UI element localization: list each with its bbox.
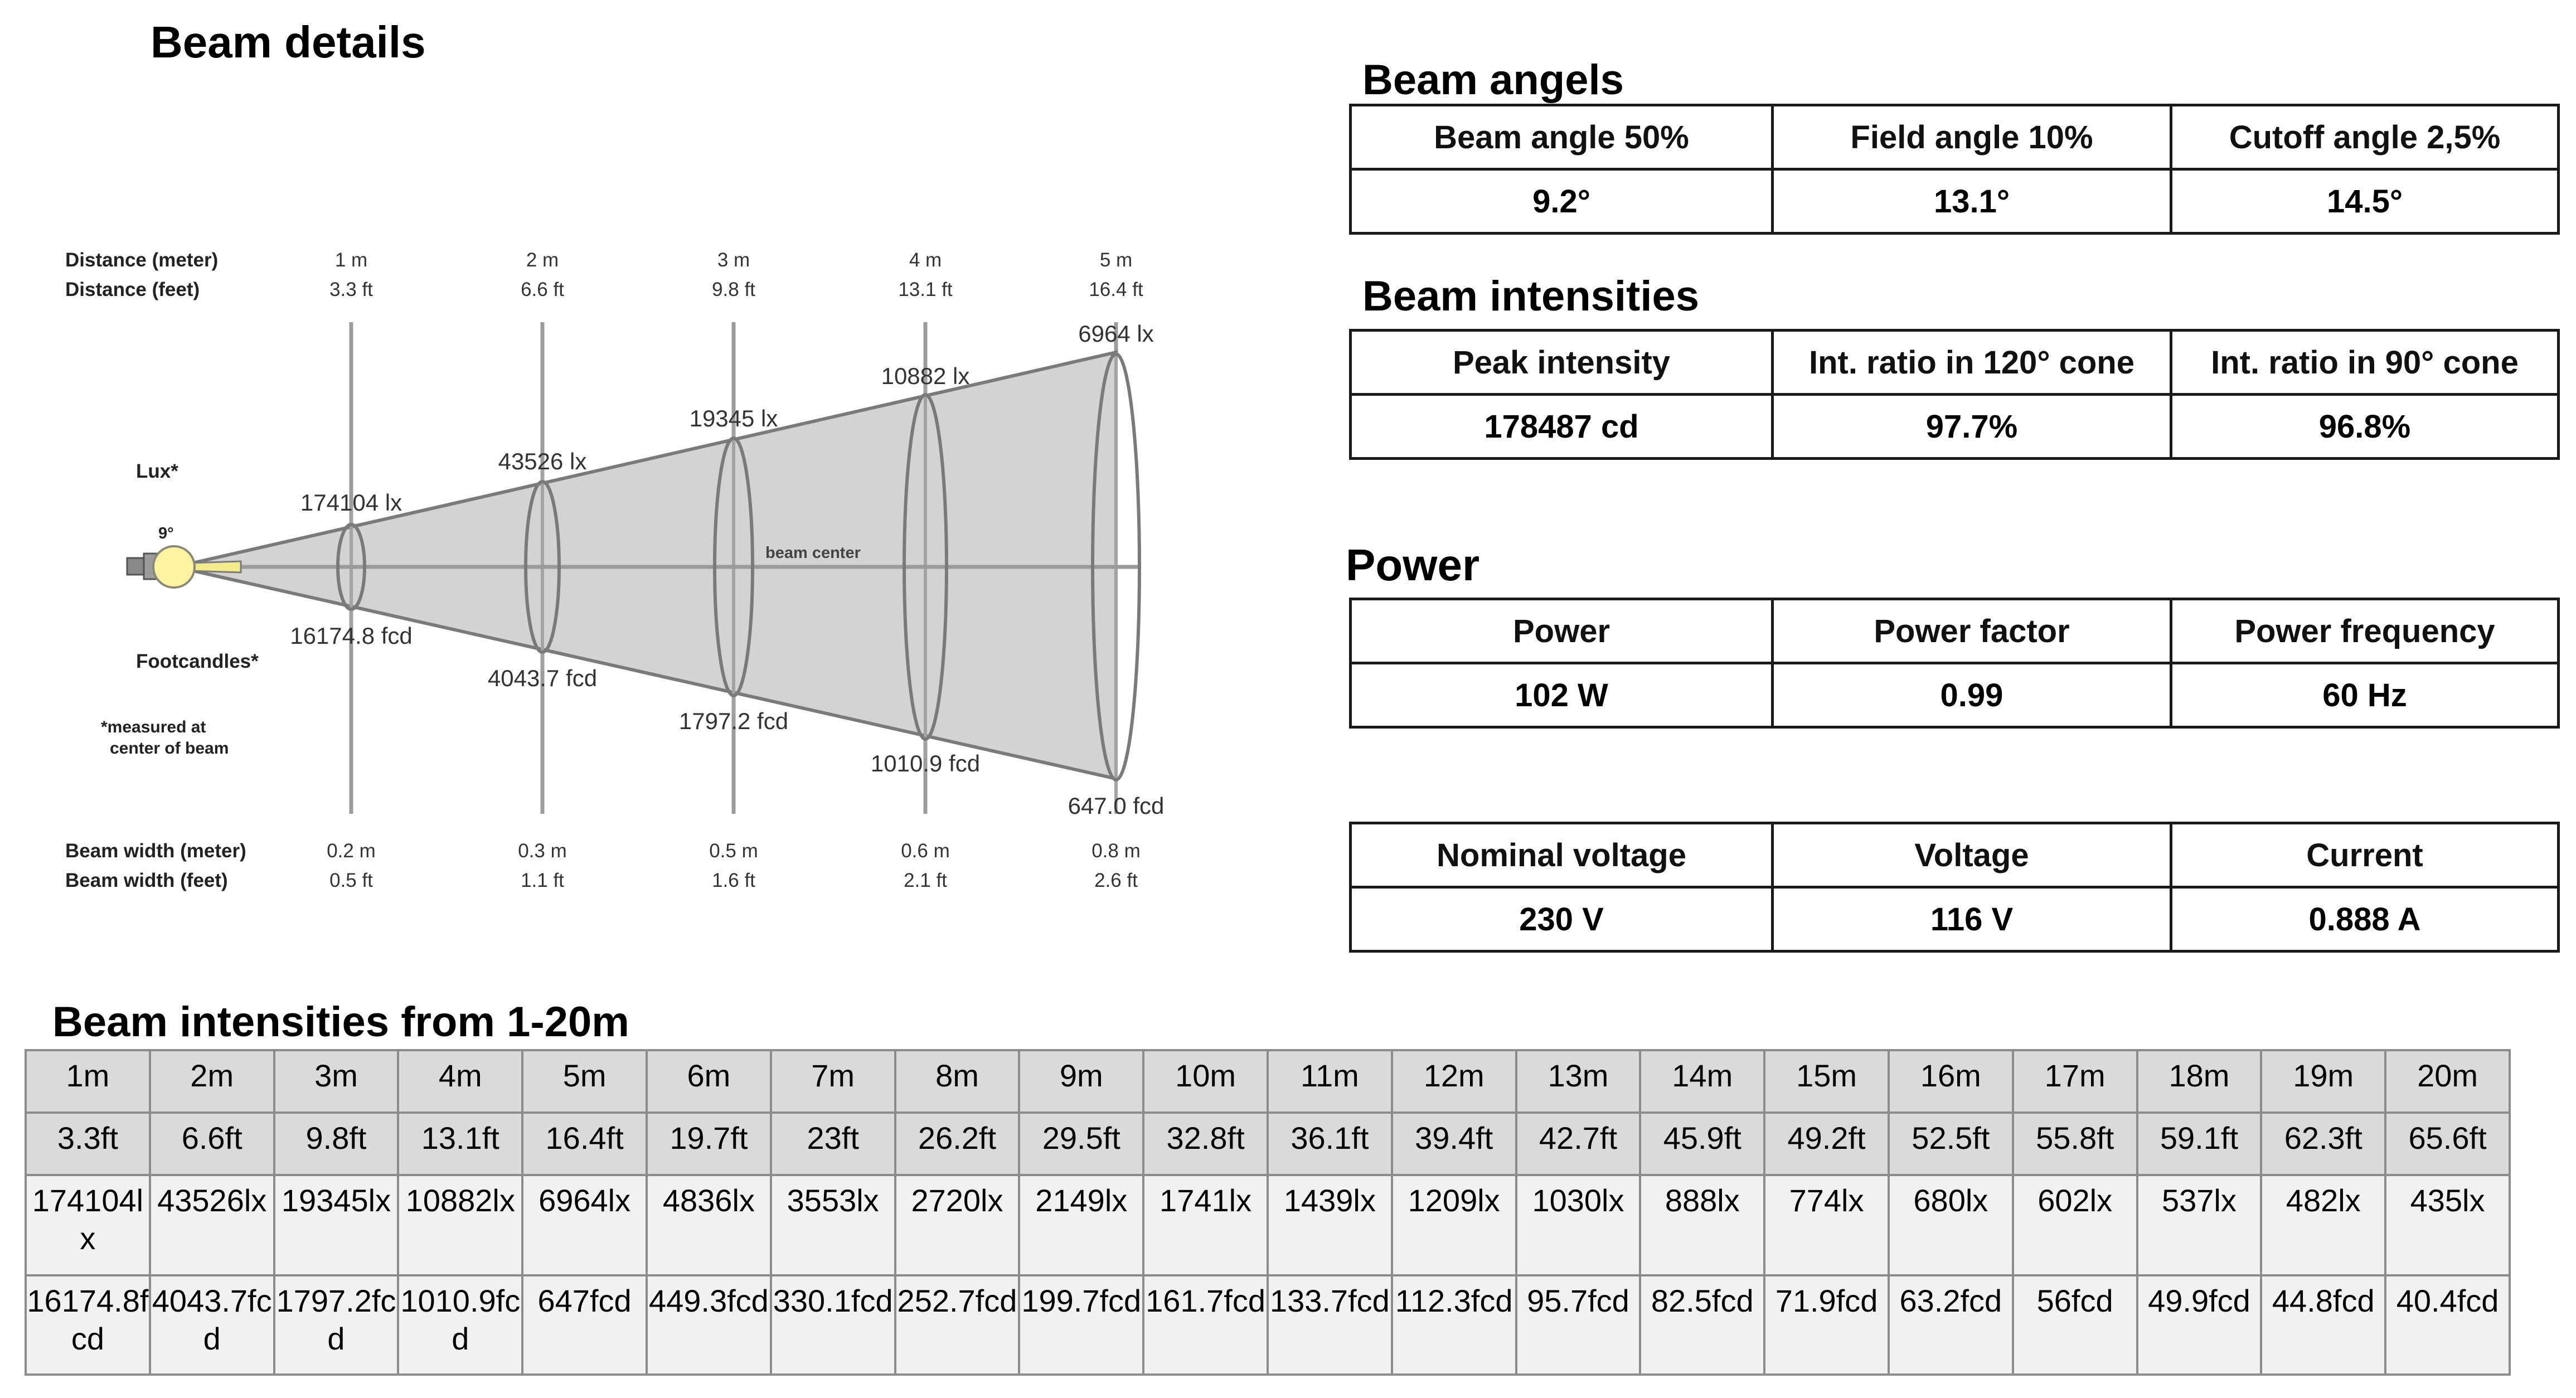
lux-cell: 6964lx: [522, 1175, 647, 1275]
lamp-icon: [127, 546, 241, 588]
beam-intensities-title: Beam intensities: [1362, 273, 1699, 320]
feet-cell: 45.9ft: [1640, 1113, 1764, 1175]
lux-cell: 680lx: [1889, 1175, 2013, 1275]
fcd-cell: 647fcd: [522, 1275, 647, 1375]
beam-details-title: Beam details: [151, 17, 426, 67]
feet-cell: 26.2ft: [895, 1113, 1020, 1175]
feet-cell: 6.6ft: [150, 1113, 274, 1175]
meters-cell: 18m: [2137, 1050, 2262, 1113]
lux-cell: 19345lx: [274, 1175, 399, 1275]
fcd-cell: 4043.7fcd: [150, 1275, 274, 1375]
meters-cell: 17m: [2013, 1050, 2137, 1113]
beam-width-ft-4: 2.1 ft: [904, 870, 947, 891]
meters-cell: 8m: [895, 1050, 1020, 1113]
feet-cell: 19.7ft: [647, 1113, 771, 1175]
power-value: 102 W: [1351, 663, 1773, 727]
power-header: Power: [1351, 599, 1773, 663]
distance-m-2: 2 m: [526, 249, 559, 271]
angle-label: 9°: [158, 525, 174, 542]
lux-cell: 774lx: [1764, 1175, 1889, 1275]
fcd-cell: 199.7fcd: [1019, 1275, 1143, 1375]
fcd-cell: 44.8fcd: [2261, 1275, 2385, 1375]
distance-m-4: 4 m: [909, 249, 942, 271]
meters-cell: 12m: [1392, 1050, 1516, 1113]
lux-row: [26, 1175, 2510, 1275]
footcandles-row: [26, 1275, 2510, 1375]
meters-cell: 7m: [771, 1050, 895, 1113]
fcd-cell: 63.2fcd: [1889, 1275, 2013, 1375]
power-table: [1349, 598, 2560, 729]
feet-cell: 23ft: [771, 1113, 895, 1175]
distance-m-3: 3 m: [717, 249, 750, 271]
feet-cell: 65.6ft: [2385, 1113, 2510, 1175]
fcd-cell: 71.9fcd: [1764, 1275, 1889, 1375]
feet-cell: 29.5ft: [1019, 1113, 1143, 1175]
power-frequency-value: 60 Hz: [2171, 663, 2559, 727]
lux-cell: 174104lx: [26, 1175, 150, 1275]
lux-cell: 1209lx: [1392, 1175, 1516, 1275]
meters-cell: 15m: [1764, 1050, 1889, 1113]
peak-intensity-header: Peak intensity: [1351, 331, 1773, 395]
distance-ft-2: 6.6 ft: [521, 279, 564, 300]
beam-width-m-1: 0.2 m: [327, 840, 376, 862]
lux-cell: 537lx: [2137, 1175, 2262, 1275]
beam-width-ft-5: 2.6 ft: [1094, 870, 1138, 891]
lux-value-4: 10882 lx: [881, 363, 970, 389]
fcd-value-1: 16174.8 fcd: [290, 623, 413, 649]
fcd-value-4: 1010.9 fcd: [870, 750, 981, 776]
peak-intensity-value: 178487 cd: [1351, 395, 1773, 459]
fcd-cell: 1797.2fcd: [274, 1275, 399, 1375]
ratio-90-value: 96.8%: [2171, 395, 2559, 459]
distance-ft-3: 9.8 ft: [712, 279, 755, 300]
beam-center-label: beam center: [765, 544, 861, 562]
lux-cell: 2720lx: [895, 1175, 1020, 1275]
feet-cell: 52.5ft: [1889, 1113, 2013, 1175]
beam-angle-header: Beam angle 50%: [1351, 105, 1773, 169]
lux-cell: 1030lx: [1516, 1175, 1641, 1275]
meters-cell: 13m: [1516, 1050, 1641, 1113]
beam-width-m-3: 0.5 m: [709, 840, 758, 862]
nominal-voltage-value: 230 V: [1351, 887, 1773, 952]
fcd-cell: 16174.8fcd: [26, 1275, 150, 1375]
meters-cell: 11m: [1268, 1050, 1392, 1113]
voltage-header: Voltage: [1773, 823, 2171, 887]
feet-row: [26, 1113, 2510, 1175]
fcd-cell: 49.9fcd: [2137, 1275, 2262, 1375]
fcd-value-5: 647.0 fcd: [1068, 793, 1165, 819]
beam-width-m-5: 0.8 m: [1091, 840, 1141, 862]
ratio-120-value: 97.7%: [1773, 395, 2171, 459]
fcd-cell: 252.7fcd: [895, 1275, 1020, 1375]
fcd-cell: 449.3fcd: [647, 1275, 771, 1375]
distance-ft-1: 3.3 ft: [329, 279, 373, 300]
meters-cell: 16m: [1889, 1050, 2013, 1113]
beam-angles-table: [1349, 104, 2560, 235]
intensities-table-title: Beam intensities from 1-20m: [52, 998, 629, 1046]
beam-width-m-4: 0.6 m: [901, 840, 950, 862]
distance-meter-label: Distance (meter): [65, 249, 219, 271]
fcd-cell: 1010.9fcd: [398, 1275, 522, 1375]
lux-cell: 602lx: [2013, 1175, 2137, 1275]
feet-cell: 36.1ft: [1268, 1113, 1392, 1175]
lux-cell: 888lx: [1640, 1175, 1764, 1275]
beam-width-meter-label: Beam width (meter): [65, 840, 246, 862]
feet-cell: 62.3ft: [2261, 1113, 2385, 1175]
field-angle-header: Field angle 10%: [1773, 105, 2171, 169]
lux-cell: 3553lx: [771, 1175, 895, 1275]
lux-cell: 2149lx: [1019, 1175, 1143, 1275]
beam-angles-title: Beam angels: [1362, 56, 1624, 104]
distance-m-1: 1 m: [334, 249, 368, 271]
power-title: Power: [1346, 540, 1480, 590]
fcd-cell: 40.4fcd: [2385, 1275, 2510, 1375]
beam-width-m-2: 0.3 m: [518, 840, 567, 862]
distance-ft-4: 13.1 ft: [898, 279, 953, 300]
beam-width-ft-3: 1.6 ft: [712, 870, 755, 891]
fcd-value-2: 4043.7 fcd: [487, 665, 598, 691]
lux-value-3: 19345 lx: [689, 405, 778, 431]
fcd-cell: 161.7fcd: [1143, 1275, 1268, 1375]
power-factor-header: Power factor: [1773, 599, 2171, 663]
lux-cell: 43526lx: [150, 1175, 274, 1275]
meters-cell: 5m: [522, 1050, 647, 1113]
lux-label: Lux*: [136, 460, 178, 482]
meters-cell: 2m: [150, 1050, 274, 1113]
feet-cell: 9.8ft: [274, 1113, 399, 1175]
feet-cell: 42.7ft: [1516, 1113, 1641, 1175]
meters-cell: 20m: [2385, 1050, 2510, 1113]
beam-angle-value: 9.2°: [1351, 169, 1773, 234]
meters-cell: 9m: [1019, 1050, 1143, 1113]
feet-cell: 49.2ft: [1764, 1113, 1889, 1175]
nominal-voltage-header: Nominal voltage: [1351, 823, 1773, 887]
feet-cell: 13.1ft: [398, 1113, 522, 1175]
footcandles-label: Footcandles*: [136, 651, 259, 672]
meters-cell: 19m: [2261, 1050, 2385, 1113]
distance-feet-label: Distance (feet): [65, 279, 200, 300]
lux-value-5: 6964 lx: [1078, 321, 1154, 347]
meters-cell: 1m: [26, 1050, 150, 1113]
lux-cell: 1439lx: [1268, 1175, 1392, 1275]
field-angle-value: 13.1°: [1773, 169, 2171, 234]
meters-row: [26, 1050, 2510, 1113]
beam-intensities-table: [1349, 329, 2560, 460]
meters-cell: 10m: [1143, 1050, 1268, 1113]
lux-cell: 10882lx: [398, 1175, 522, 1275]
beam-width-ft-1: 0.5 ft: [329, 870, 373, 891]
meters-cell: 3m: [274, 1050, 399, 1113]
current-value: 0.888 A: [2171, 887, 2559, 952]
lux-cell: 1741lx: [1143, 1175, 1268, 1275]
beam-width-feet-label: Beam width (feet): [65, 870, 228, 891]
intensities-table: [25, 1049, 2511, 1376]
fcd-value-3: 1797.2 fcd: [678, 708, 789, 734]
lux-cell: 4836lx: [647, 1175, 771, 1275]
fcd-cell: 133.7fcd: [1268, 1275, 1392, 1375]
fcd-cell: 82.5fcd: [1640, 1275, 1764, 1375]
feet-cell: 3.3ft: [26, 1113, 150, 1175]
voltage-value: 116 V: [1773, 887, 2171, 952]
feet-cell: 55.8ft: [2013, 1113, 2137, 1175]
current-header: Current: [2171, 823, 2559, 887]
electrical-table: [1349, 822, 2560, 953]
feet-cell: 39.4ft: [1392, 1113, 1516, 1175]
power-frequency-header: Power frequency: [2171, 599, 2559, 663]
feet-cell: 59.1ft: [2137, 1113, 2262, 1175]
cutoff-angle-value: 14.5°: [2171, 169, 2559, 234]
note-line-1: *measured at: [101, 718, 206, 736]
distance-ft-5: 16.4 ft: [1089, 279, 1143, 300]
power-factor-value: 0.99: [1773, 663, 2171, 727]
note-line-2: center of beam: [110, 739, 229, 758]
meters-cell: 6m: [647, 1050, 771, 1113]
lux-cell: 482lx: [2261, 1175, 2385, 1275]
lux-value-1: 174104 lx: [300, 489, 402, 516]
feet-cell: 32.8ft: [1143, 1113, 1268, 1175]
meters-cell: 14m: [1640, 1050, 1764, 1113]
ratio-90-header: Int. ratio in 90° cone: [2171, 331, 2559, 395]
ratio-120-header: Int. ratio in 120° cone: [1773, 331, 2171, 395]
distance-m-5: 5 m: [1099, 249, 1133, 271]
beam-diagram: [0, 0, 1282, 959]
cutoff-angle-header: Cutoff angle 2,5%: [2171, 105, 2559, 169]
fcd-cell: 56fcd: [2013, 1275, 2137, 1375]
fcd-cell: 95.7fcd: [1516, 1275, 1641, 1375]
beam-width-ft-2: 1.1 ft: [521, 870, 564, 891]
lux-value-2: 43526 lx: [498, 448, 587, 474]
fcd-cell: 112.3fcd: [1392, 1275, 1516, 1375]
lux-cell: 435lx: [2385, 1175, 2510, 1275]
meters-cell: 4m: [398, 1050, 522, 1113]
feet-cell: 16.4ft: [522, 1113, 647, 1175]
fcd-cell: 330.1fcd: [771, 1275, 895, 1375]
